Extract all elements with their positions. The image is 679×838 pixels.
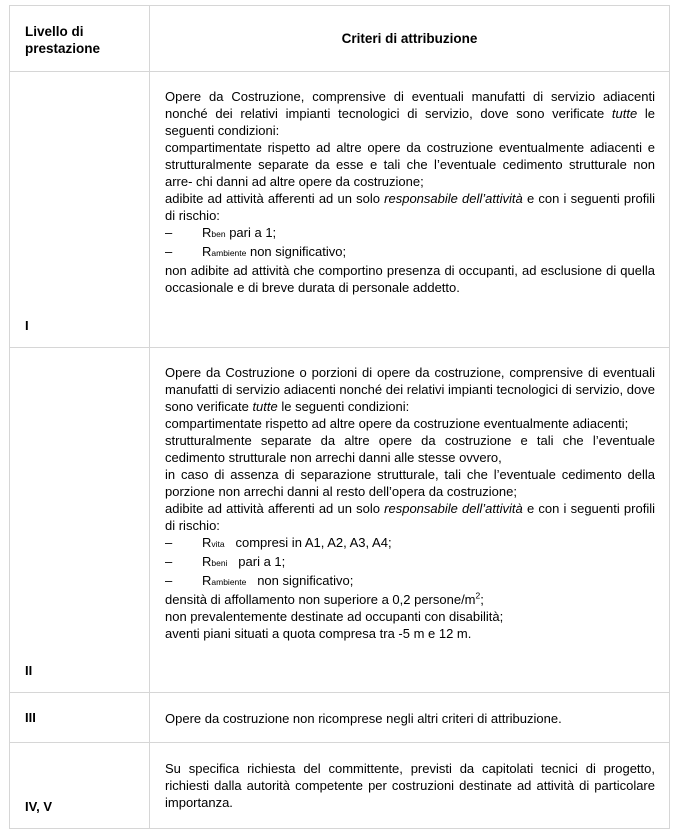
condition-item: adibite ad attività afferenti ad un solo responsabile dell’attività e con i seguenti profili di rischio: (165, 191, 655, 223)
table-row (10, 348, 670, 693)
condition-item: non adibite ad attività che comportino presenza di occupanti, ad esclusione di quella occasionale e di breve durata di personale addetto. (165, 263, 655, 295)
criteria-intro: Opere da Costruzione, comprensive di eventuali manufatti di servizio adiacenti nonché dei relativi impianti tecnologici di servizio, dove sono verificate tutte le seguenti condizioni: (165, 89, 655, 138)
condition-item: densità di affollamento non superiore a 0,2 persone/$m^2$; (165, 590, 484, 607)
level-cell: II (10, 348, 150, 693)
table-row (10, 693, 670, 743)
risk-profile-item: – Rambiente non significativo; (165, 244, 347, 259)
criteria-cell (150, 348, 670, 693)
header-criteria: Criteri di attribuzione (150, 6, 670, 72)
condition-item: compartimentate rispetto ad altre opere da costruzione eventualmente adiacenti; (165, 416, 629, 431)
criteria-cell: Opere da costruzione non ricomprese negli altri criteri di attribuzione. (150, 693, 670, 743)
condition-item: in caso di assenza di separazione strutturale, tali che l’eventuale cedimento della porzione non arrechi danni al resto dell’opera da costruzione; (165, 467, 655, 499)
condition-item: compartimentate rispetto ad altre opere da costruzione eventualmente adiacenti e strutturalmente separate da esse e tali che l’eventuale cedimento strutturale non arre- chi danni ad altre opere da costruzione; (165, 140, 655, 189)
criteria-cell: Su specifica richiesta del committente, previsti da capitolati tecnici di progetto, richiesti dalla autorità competente per costruzioni destinate ad attività di particolare importanza. (150, 743, 670, 829)
criteria-intro: Opere da Costruzione o porzioni di opere da costruzione, comprensive di eventuali manufatti di servizio adiacenti nonché dei relativi impianti tecnologici di servizio, dove sono verificate tutte le seguenti condizioni: (165, 365, 655, 414)
header-level: Livello di prestazione (10, 6, 150, 72)
condition-item: aventi piani situati a quota compresa tra -5 m e 12 m. (165, 626, 472, 641)
risk-profile-item: – Rben pari a 1; (165, 225, 277, 240)
level-cell: I (10, 72, 150, 348)
risk-profile-item: – Rvita compresi in A1, A2, A3, A4; (165, 535, 392, 550)
risk-profile-item: – Rbeni pari a 1; (165, 554, 286, 569)
risk-profile-item: – Rambiente non significativo; (165, 573, 354, 588)
criteria-cell (150, 72, 670, 348)
level-cell: III (10, 693, 150, 743)
performance-levels-table (9, 5, 670, 829)
condition-item: adibite ad attività afferenti ad un solo responsabile dell’attività e con i seguenti profili di rischio: (165, 501, 655, 533)
table-header-row (10, 6, 670, 72)
condition-item: non prevalentemente destinate ad occupanti con disabilità; (165, 609, 504, 624)
table-row (10, 72, 670, 348)
table-row (10, 743, 670, 829)
condition-item: strutturalmente separate da altre opere da costruzione e tali che l’eventuale cedimento strutturale non arrechi danni alle stesse ovvero, (165, 433, 655, 465)
level-cell: IV, V (10, 743, 150, 829)
